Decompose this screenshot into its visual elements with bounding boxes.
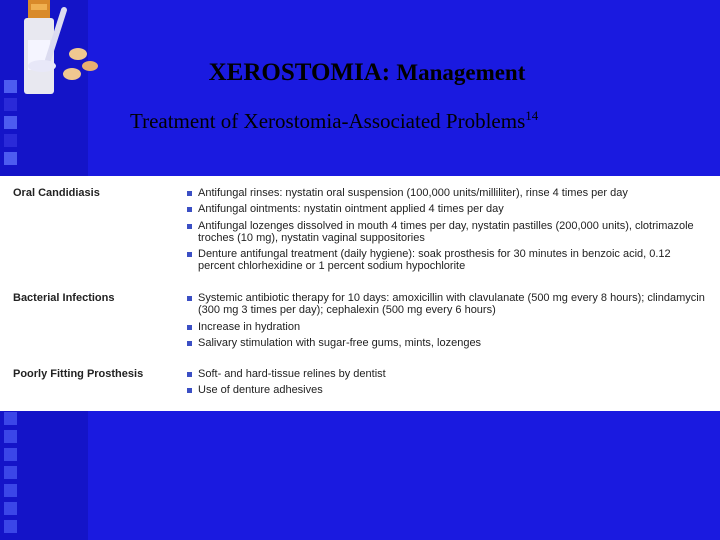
row-label: Bacterial Infections <box>13 292 115 304</box>
title-main: XEROSTOMIA: <box>208 59 391 86</box>
subtitle-reference: 14 <box>525 108 539 123</box>
list-item: Systemic antibiotic therapy for 10 days: amoxicillin with clavulanate (500 mg every 8 hours); clindamycin (300 mg 3 times per day); cephalexin (500 mg every 6 hours) <box>187 292 707 317</box>
list-item: Antifungal ointments: nystatin ointment applied 4 times per day <box>187 203 707 215</box>
list-item: Denture antifungal treatment (daily hygiene): soak prosthesis for 30 minutes in benzoic acid, 0.12 percent chlorhexidine or 1 percent sodium hypochlorite <box>187 248 707 273</box>
row-label: Poorly Fitting Prosthesis <box>13 368 144 380</box>
row-items <box>187 187 707 277</box>
list-item: Use of denture adhesives <box>187 384 707 396</box>
subtitle-text: Treatment of Xerostomia-Associated Problems <box>130 109 526 133</box>
list-item: Increase in hydration <box>187 321 707 333</box>
row-items <box>187 368 707 401</box>
list-item: Antifungal rinses: nystatin oral suspension (100,000 units/milliliter), rinse 4 times per day <box>187 187 707 199</box>
title-secondary: Management <box>396 60 526 85</box>
row-label: Oral Candidiasis <box>13 187 100 199</box>
list-item: Salivary stimulation with sugar-free gums, mints, lozenges <box>187 337 707 349</box>
list-item: Soft- and hard-tissue relines by dentist <box>187 368 707 380</box>
slide-subtitle <box>130 103 538 134</box>
decorative-squares-top <box>4 80 18 170</box>
row-items <box>187 292 707 353</box>
decorative-squares-bottom <box>4 412 18 538</box>
list-item: Antifungal lozenges dissolved in mouth 4 times per day, nystatin pastilles (200,000 units), clotrimazole troches (10 mg), nystatin vaginal suppositories <box>187 220 707 245</box>
treatment-table <box>0 176 720 411</box>
slide-title <box>0 58 720 88</box>
